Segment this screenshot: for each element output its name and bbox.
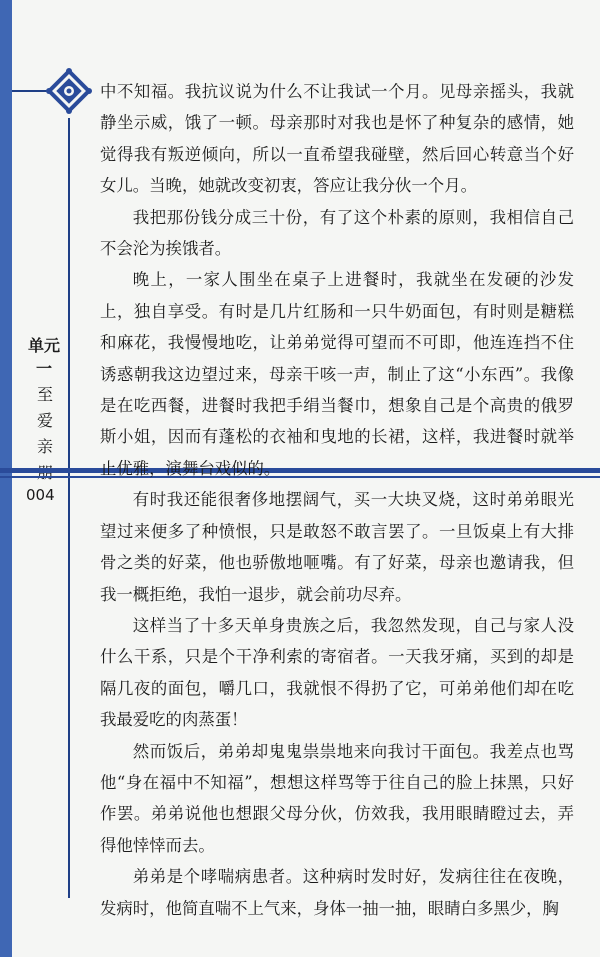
paragraph: 有时我还能很奢侈地摆阔气，买一大块叉烧，这时弟弟眼光望过来便多了种愤恨，只是敢怒不敢言罢了。一旦饭桌上有大排骨之类的好菜，他也骄傲地咂嘴。有了好菜，母亲也邀请我，但我一概拒绝，我怕一退步，就会前功尽弃。 [100, 490, 574, 604]
paragraph: 晚上，一家人围坐在桌子上进餐时，我就坐在发硬的沙发上，独自享受。有时是几片红肠和一只牛奶面包，有时则是糖糕和麻花，我慢慢地吃，让弟弟觉得可望而不可即，他连连挡不住诱惑朝我这边望过来，母亲干咳一声，制止了这“小东西”。我像是在吃西餐，进餐时我把手绢当餐巾，想象自己是个高贵的俄罗斯小姐，因而有蓬松的衣袖和曳地的长裙，这样，我进餐时就举止优雅，演舞台戏似的。 [100, 270, 574, 478]
left-color-strip [0, 0, 12, 957]
sidebar-divider-line [68, 118, 70, 898]
unit-subtitle: 至爱亲 [36, 385, 53, 456]
paragraph: 然而饭后，弟弟却鬼鬼祟祟地来向我讨干面包。我差点也骂他“身在福中不知福”，想想这样骂等于往自己的脸上抹黑，只好作罢。弟弟说他也想跟父母分伙，仿效我，我用眼睛瞪过去，弄得他悻悻而去。 [100, 741, 574, 855]
body-text [100, 76, 574, 924]
page-number: 004 [26, 486, 55, 504]
paragraph: 我把那份钱分成三十份，有了这个朴素的原则，我相信自己不会沦为挨饿者。 [100, 207, 574, 259]
unit-title: 单元一 [27, 336, 60, 378]
paragraph: 这样当了十多天单身贵族之后，我忽然发现，自己与家人没什么干系，只是个干净利索的寄宿者。一天我牙痛，买到的却是隔几夜的面包，嚼几口，我就恨不得扔了它，可弟弟他们却在吃我最爱吃的肉蒸蛋！ [100, 615, 574, 730]
paragraph: 弟弟是个哮喘病患者。这种病时发时好，发病往往在夜晚，发病时，他简直喘不上气来，身体一抽一抽，眼睛白多黑少，胸 [100, 867, 574, 918]
paragraph: 中不知福。我抗议说为什么不让我试一个月。见母亲摇头，我就静坐示威，饿了一顿。母亲那时对我也是怀了种复杂的感情，她觉得我有叛逆倾向，所以一直希望我碰壁，然后回心转意当个好女儿。当晚，她就改变初衷，答应让我分伙一个月。 [100, 82, 574, 196]
blue-knot-ornament-icon [46, 68, 92, 114]
